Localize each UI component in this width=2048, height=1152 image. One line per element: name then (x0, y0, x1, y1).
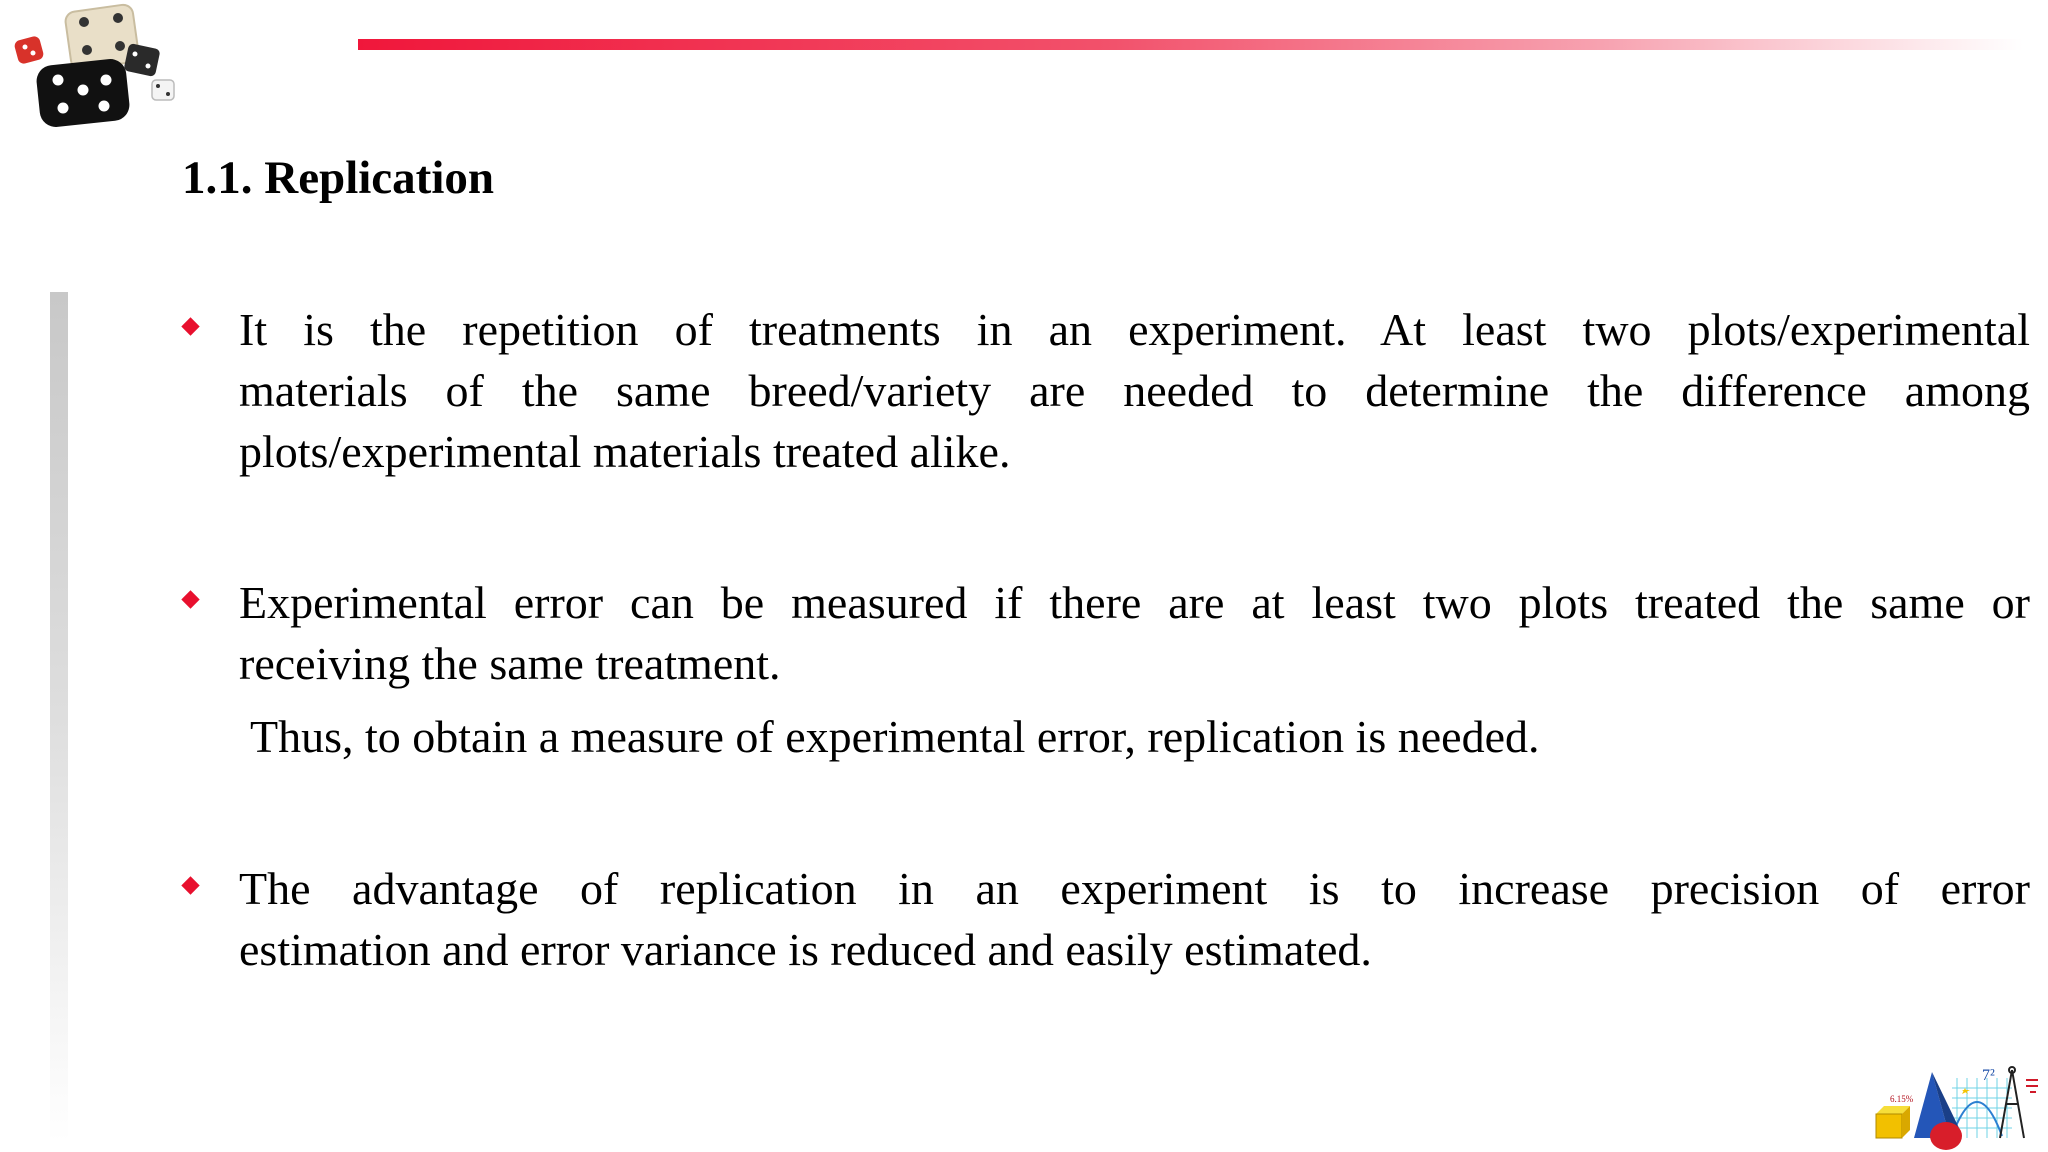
bullet-line: The advantage of replication in an experiment is to increase precision of error (239, 863, 2030, 914)
diamond-bullet-icon (181, 590, 199, 608)
header-gradient-rule (358, 39, 2023, 50)
red-marks (2026, 1080, 2038, 1092)
bullet-repetition (182, 299, 2030, 482)
bullet-line: receiving the same treatment. (239, 638, 781, 689)
bullet-advantage (182, 858, 2030, 980)
left-gradient-bar (50, 292, 68, 1142)
grid-graph (1952, 1078, 2012, 1138)
bullet-line: It is the repetition of treatments in an experiment. At least two plots/experimental (239, 304, 2030, 355)
math-clipart (1872, 1058, 2042, 1152)
slide-title: 1.1. Replication (182, 152, 495, 204)
compass-icon (2000, 1067, 2024, 1138)
red-die (13, 35, 44, 65)
bullet-line: materials of the same breed/variety are needed to determine the difference among (239, 365, 2030, 416)
power-label: 7² (1982, 1067, 1995, 1084)
bullet-line: plots/experimental materials treated alike. (239, 426, 1011, 477)
bullet-text (239, 572, 2030, 694)
continuation-text: Thus, to obtain a measure of experimental error, replication is needed. (250, 711, 1540, 762)
diamond-bullet-icon (181, 876, 199, 894)
dice-logo (8, 0, 178, 130)
small-dark-die (123, 43, 160, 77)
percent-label: 6.15% (1890, 1094, 1914, 1104)
yellow-star (1962, 1088, 1970, 1094)
bullet-line: estimation and error variance is reduced and easily estimated. (239, 924, 1372, 975)
tiny-white-die (152, 80, 174, 100)
red-sphere (1930, 1122, 1962, 1150)
diamond-bullet-icon (181, 317, 199, 335)
bullet-experimental-error (182, 572, 2030, 694)
bullet-text (239, 299, 2030, 482)
bullet-text (239, 858, 2030, 980)
bullet-line: Experimental error can be measured if there are at least two plots treated the same or (239, 577, 2030, 628)
